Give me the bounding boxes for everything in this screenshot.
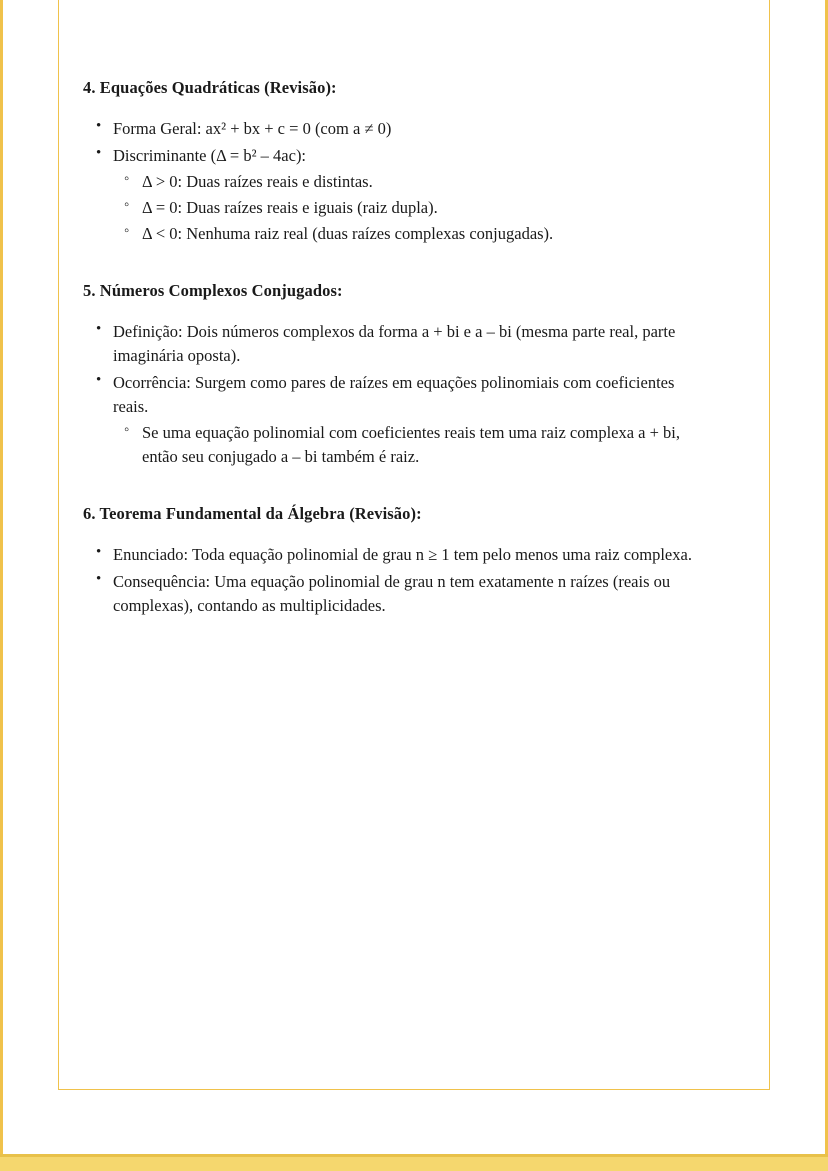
section-list: [83, 117, 713, 246]
section-list: [83, 320, 713, 469]
sub-list-item: [113, 196, 713, 220]
sub-list: [113, 421, 713, 469]
section-block: [83, 280, 713, 469]
sub-list-item-text: Δ = 0: Duas raízes reais e iguais (raiz dupla).: [142, 198, 438, 218]
list-item-text: Consequência: Uma equação polinomial de grau n tem exatamente n raízes (reais ou complexas), contando as multiplicidades.: [113, 571, 671, 615]
section-heading: 6. Teorema Fundamental da Álgebra (Revisão):: [83, 503, 422, 523]
sub-list-item: [113, 170, 713, 194]
sub-list-item-text: Δ < 0: Nenhuma raiz real (duas raízes complexas conjugadas).: [142, 223, 554, 243]
list-item-text: Enunciado: Toda equação polinomial de grau n ≥ 1 tem pelo menos uma raiz complexa.: [113, 544, 692, 564]
document-sheet: [58, 0, 770, 1090]
sub-list-item-text: Δ > 0: Duas raízes reais e distintas.: [142, 172, 373, 192]
sub-list-item: [113, 421, 713, 469]
section-heading: 4. Equações Quadráticas (Revisão):: [83, 78, 337, 97]
list-item-text: Discriminante (Δ = b² – 4ac):: [113, 146, 307, 166]
section-block: [83, 77, 713, 246]
list-item: [83, 320, 713, 368]
list-item: [83, 570, 713, 618]
sub-list-item: [113, 222, 713, 246]
page-bottom-accent-bar: [0, 1154, 828, 1171]
sub-list: [113, 170, 713, 246]
list-item-text: Forma Geral: ax² + bx + c = 0 (com a ≠ 0): [113, 119, 392, 139]
list-item: [83, 144, 713, 246]
list-item-text: Definição: Dois números complexos da forma a + bi e a – bi (mesma parte real, parte imaginária oposta).: [113, 322, 676, 366]
list-item: [83, 371, 713, 469]
section-list: [83, 543, 713, 618]
section-heading: 5. Números Complexos Conjugados:: [83, 280, 343, 300]
document-body: [59, 0, 769, 618]
list-item: [83, 117, 713, 141]
list-item: [83, 543, 713, 567]
page-edge-left: [0, 0, 3, 1171]
list-item-text: Ocorrência: Surgem como pares de raízes em equações polinomiais com coeficientes reais.: [113, 372, 675, 416]
section-block: [83, 503, 713, 618]
sub-list-item-text: Se uma equação polinomial com coeficientes reais tem uma raiz complexa a + bi, então seu conjugado a – bi também é raiz.: [142, 422, 681, 466]
